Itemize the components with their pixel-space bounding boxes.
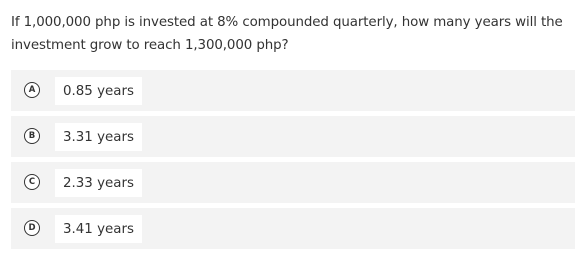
option-answer-text: 0.85 years [55, 77, 142, 105]
option-d[interactable] [11, 208, 575, 249]
option-answer-text: 2.33 years [55, 169, 142, 197]
option-a[interactable] [11, 70, 575, 111]
option-answer-text: 3.31 years [55, 123, 142, 151]
question-text: If 1,000,000 php is invested at 8% compounded quarterly, how many years will the investment grow to reach 1,300,000 php? [11, 15, 563, 53]
option-letter-b-badge: B [24, 128, 40, 144]
option-letter-d-badge: D [24, 220, 40, 236]
option-letter-a-badge: A [24, 82, 40, 98]
option-answer-text: 3.41 years [55, 215, 142, 243]
answer-options [11, 70, 575, 249]
option-b[interactable] [11, 116, 575, 157]
option-c[interactable] [11, 162, 575, 203]
option-letter-c-badge: C [24, 174, 40, 190]
